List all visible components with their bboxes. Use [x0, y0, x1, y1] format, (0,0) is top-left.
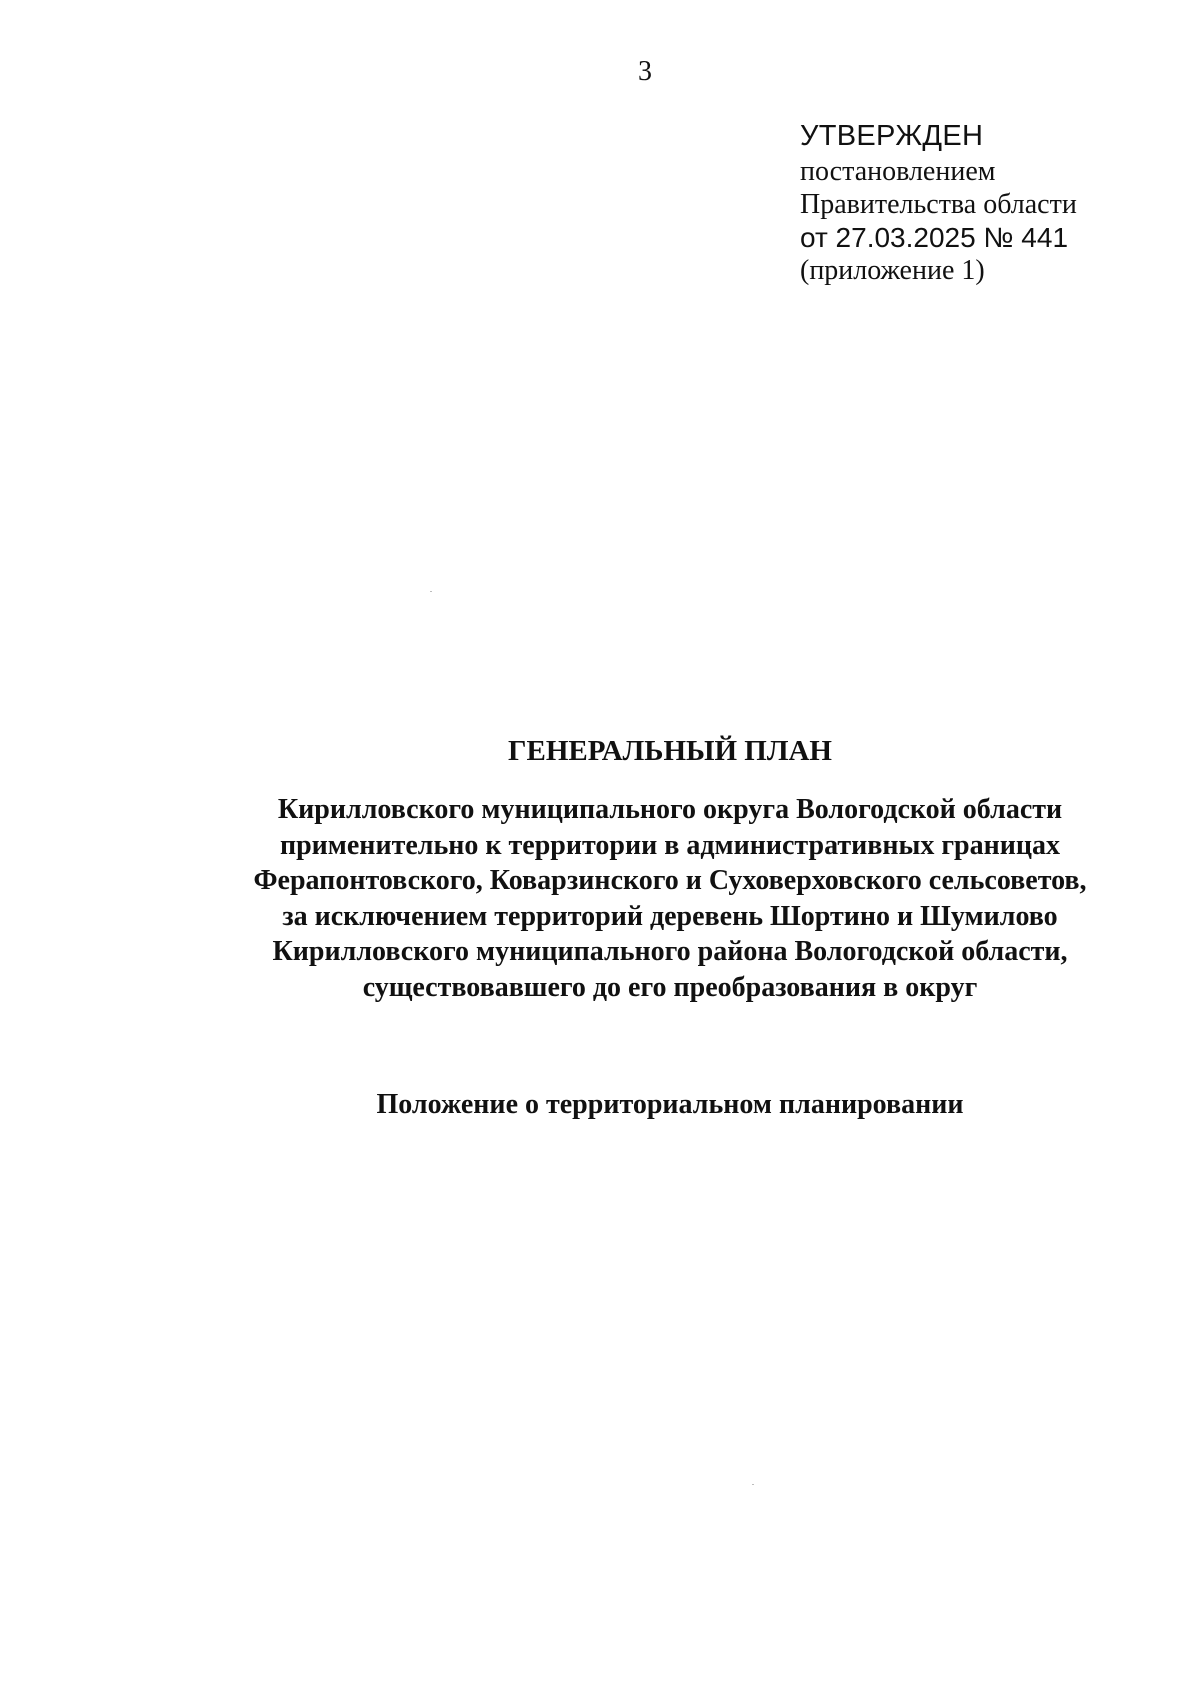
subtitle-line: применительно к территории в административных границах	[279, 829, 1061, 861]
subtitle-line: существовавшего до его преобразования в округ	[362, 971, 978, 1003]
approval-status: УТВЕРЖДЕН	[800, 120, 984, 152]
page-number: 3	[638, 56, 652, 87]
subtitle-line: Кирилловского муниципального округа Вологодской области	[277, 794, 1063, 825]
document-title: ГЕНЕРАЛЬНЫЙ ПЛАН	[508, 735, 832, 767]
subtitle-line: Ферапонтовского, Коварзинского и Суховерховского сельсоветов,	[253, 865, 1087, 896]
scan-speck	[752, 1484, 754, 1485]
subtitle-line: за исключением территорий деревень Шортино и Шумилово	[282, 900, 1058, 932]
approval-line-government: Правительства области	[800, 189, 1077, 220]
approval-line-decree: постановлением	[800, 156, 996, 187]
approval-line-date-number: от 27.03.2025 № 441	[800, 222, 1069, 253]
section-title: Положение о территориальном планировании	[376, 1089, 964, 1120]
subtitle-line: Кирилловского муниципального района Вологодской области,	[272, 936, 1068, 967]
scan-speck	[430, 591, 432, 592]
document-subtitle	[150, 792, 1190, 1005]
approval-stamp	[800, 120, 1180, 287]
approval-line-appendix: (приложение 1)	[800, 255, 985, 286]
